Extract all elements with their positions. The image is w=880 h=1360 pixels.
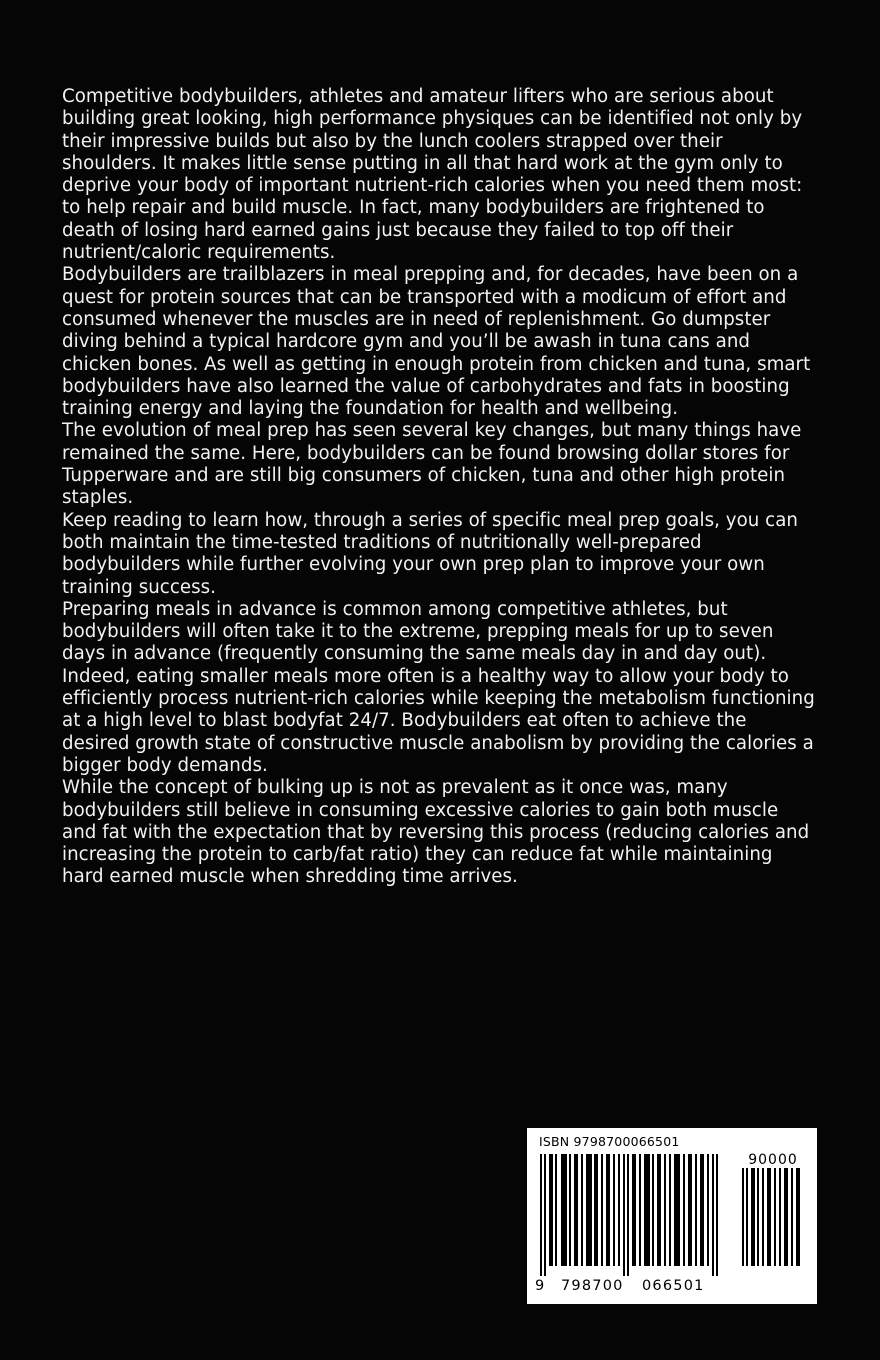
blurb-paragraph-6: Indeed, eating smaller meals more often is a healthy way to allow your body to efficiently process nutrient-rich calories while keeping the metabolism functioning at a high level to blast bodyfat 24/7. Bodybuilders eat often to achieve the desired growth state of constructive muscle anabolism by providing the calories a bigger body demands. (62, 665, 815, 776)
blurb-paragraph-5: Preparing meals in advance is common among competitive athletes, but bodybuilders will often take it to the extreme, prepping meals for up to seven days in advance (frequently consuming the same meals day in and day out). (62, 598, 774, 665)
blurb-paragraph-2: Bodybuilders are trailblazers in meal prepping and, for decades, have been on a quest for protein sources that can be transported with a modicum of effort and consumed whenever the muscles are in need of replenishment. Go dumpster diving behind a typical hardcore gym and you’ll be awash in tuna cans and chicken bones. As well as getting in enough protein from chicken and tuna, smart bodybuilders have also learned the value of carbohydrates and fats in boosting training energy and laying the foundation for health and wellbeing. (62, 264, 811, 420)
ean13-barcode-icon (540, 1154, 726, 1276)
back-cover-blurb (62, 86, 818, 889)
isbn-barcode-block (527, 1128, 817, 1304)
blurb-paragraph-1: Competitive bodybuilders, athletes and amateur lifters who are serious about building great looking, high performance physiques can be identified not only by their impressive builds but also by the lunch coolers strapped over their shoulders. It makes little sense putting in all that hard work at the gym only to deprive your body of important nutrient-rich calories when you need them most: to help repair and build muscle. In fact, many bodybuilders are frightened to death of losing hard earned gains just because they failed to top off their nutrient/caloric requirements. (62, 86, 803, 264)
blurb-paragraph-4: Keep reading to learn how, through a series of specific meal prep goals, you can both maintain the time-tested traditions of nutritionally well-prepared bodybuilders while further evolving your own prep plan to improve your own training success. (62, 509, 798, 598)
ean-digits-right: 066501 (642, 1278, 705, 1294)
blurb-paragraph-7: While the concept of bulking up is not as prevalent as it once was, many bodybuilders still believe in consuming excessive calories to gain both muscle and fat with the expectation that by reversing this process (reducing calories and increasing the protein to carb/fat ratio) they can reduce fat while maintaining hard earned muscle when shredding time arrives. (62, 777, 810, 888)
ean-digits-mid: 798700 (561, 1278, 624, 1294)
blurb-paragraph-3: The evolution of meal prep has seen several key changes, but many things have remained the same. Here, bodybuilders can be found browsing dollar stores for Tupperware and are still big consumers of chicken, tuna and other high protein staples. (62, 420, 802, 509)
ean-addon-barcode-icon (742, 1168, 804, 1266)
ean-digit-left: 9 (535, 1278, 546, 1294)
barcode-addon-digits: 90000 (748, 1152, 798, 1168)
isbn-label: ISBN 9798700066501 (539, 1134, 680, 1149)
